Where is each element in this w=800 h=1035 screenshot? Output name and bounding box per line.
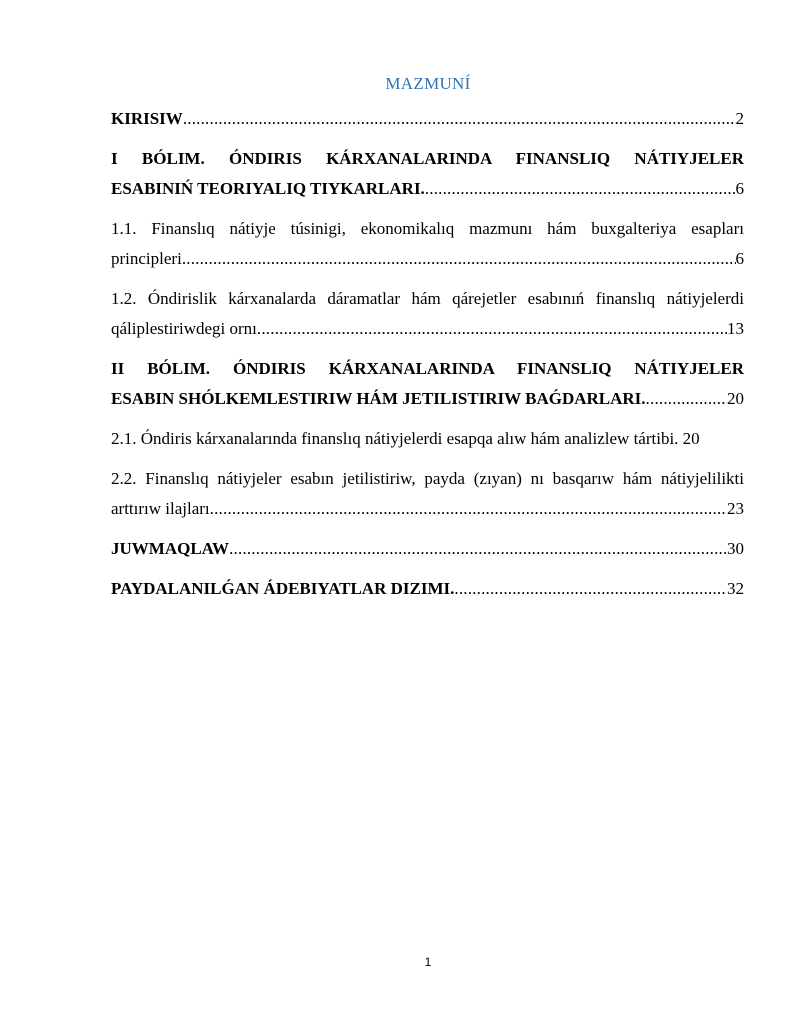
toc-entry-part1[interactable] xyxy=(111,144,744,204)
toc-entry-text: ESABIN SHÓLKEMLESTIRIW HÁM JETILISTIRIW BAǴDARLARI. xyxy=(111,389,646,408)
toc-page-number: 30 xyxy=(727,539,744,558)
toc-entry-2-2[interactable] xyxy=(111,464,744,524)
toc-entry-text: 1.1. Finanslıq nátiyje túsinigi, ekonomikalıq mazmunı hám buxgalteriya esapları xyxy=(111,219,744,238)
toc-entry-text: 1.2. Óndirislik kárxanalarda dáramatlar hám qárejetler esabınıń finanslıq nátiyjelerdi xyxy=(111,289,744,308)
toc-entry-text: KIRISIW xyxy=(111,109,183,128)
toc-entry-juwmaqlaw[interactable] xyxy=(111,534,744,564)
toc-entry-1-2[interactable] xyxy=(111,284,744,344)
toc-entry-text: JUWMAQLAW xyxy=(111,539,230,558)
toc-entry-text: principleri xyxy=(111,249,182,268)
toc-entry-text: 2.1. Óndiris kárxanalarında finanslıq nátiyjelerdi esapqa alıw hám analizlew tártibi. 20 xyxy=(111,429,700,448)
toc-entry-text: II BÓLIM. ÓNDIRIS KÁRXANALARINDA FINANSLIQ NÁTIYJELER xyxy=(111,359,744,378)
table-of-contents xyxy=(111,104,744,614)
dot-leader xyxy=(646,384,727,414)
toc-title: MAZMUNÍ xyxy=(385,74,471,93)
toc-entry-kirisiw[interactable] xyxy=(111,104,744,134)
toc-page-number: 6 xyxy=(735,179,744,198)
dot-leader xyxy=(425,174,736,204)
toc-entry-part2[interactable] xyxy=(111,354,744,414)
toc-page-number: 20 xyxy=(727,389,744,408)
toc-entry-text: arttırıw ilajları xyxy=(111,499,210,518)
toc-entry-text: qáliplestiriwdegi ornı xyxy=(111,319,257,338)
toc-page-number: 2 xyxy=(735,109,744,128)
toc-entry-1-1[interactable] xyxy=(111,214,744,274)
toc-page-number: 32 xyxy=(727,579,744,598)
dot-leader xyxy=(454,574,727,604)
dot-leader xyxy=(183,104,736,134)
toc-page-number: 6 xyxy=(735,249,744,268)
toc-entry-text: PAYDALANILǴAN ÁDEBIYATLAR DIZIMI. xyxy=(111,579,455,598)
toc-entry-text: ESABINIŃ TEORIYALIQ TIYKARLARI. xyxy=(111,179,425,198)
dot-leader xyxy=(210,494,727,524)
toc-entry-2-1[interactable] xyxy=(111,424,744,454)
toc-entry-text: I BÓLIM. ÓNDIRIS KÁRXANALARINDA FINANSLIQ NÁTIYJELER xyxy=(111,149,744,168)
dot-leader xyxy=(257,314,727,344)
toc-page-number: 13 xyxy=(727,319,744,338)
dot-leader xyxy=(182,244,736,274)
dot-leader xyxy=(229,534,727,564)
toc-entry-paydalanilgan[interactable] xyxy=(111,574,744,604)
page-number: 1 xyxy=(424,955,432,969)
toc-page-number: 23 xyxy=(727,499,744,518)
toc-entry-text: 2.2. Finanslıq nátiyjeler esabın jetilistiriw, payda (zıyan) nı basqarıw hám nátiyjelilikti xyxy=(111,469,744,488)
